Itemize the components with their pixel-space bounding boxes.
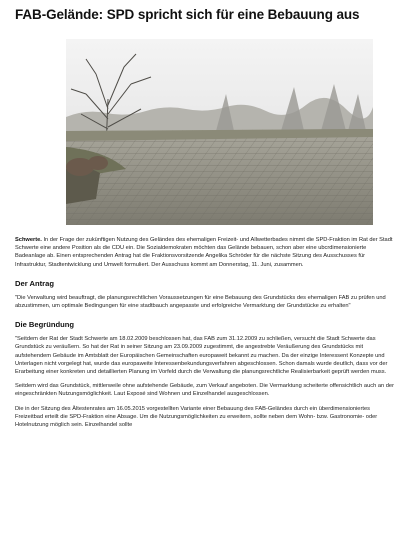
section-text-antrag: "Die Verwaltung wird beauftragt, die planungsrechtlichen Voraussetzungen für eine Bebauung des Grundstücks des ehemaligen FAB zu prüfen und abzustimmen, um optimale Bedingungen für eine stadtbauch angepasste und erfolgreiche Vermarktung der Grundstücke zu erhalten"	[15, 294, 386, 310]
section-paragraph: "Seitdem der Rat der Stadt Schwerte am 18.02.2009 beschlossen hat, das FAB zum 31.12.2009 zu schließen, versucht die Stadt Schwerte das Grundstück zu veräußern. So hat der Rat in seiner Sitzung am 23.09.2009 zugestimmt, die angestrebte Veräußerung des Grundstücks mit aufstehendem Gebäude im Amtsblatt der Europäischen Gemeinschaften europaweit bekannt zu machen. Da der einzige Interessent Konzepte und Unterlagen nicht vorgelegt hat, wurde das europaweite Interessenbekundungsverfahren abgeschlossen. Schon damals wurde deutlich, dass vor der Erarbeitung einer konkreten und detaillierten Planung im Vorfeld durch die Verwaltung die planungsrechtliche Realisierbarkeit geprüft werden muss.	[15, 336, 388, 376]
article-photo	[66, 39, 373, 225]
section-paragraph: Die in der Sitzung des Ältestenrates am 16.05.2015 vorgestellten Variante einer Bebauung des FAB-Geländes durch ein überdimensioniertes Freizeitbad erteilt die SPD-Fraktion eine Absage. Um die Nutzungsmöglichkeiten zu erweitern, sollte neben dem Wohn- bzw. Gastronomie- oder Hotelnutzung möglich sein. Einzelhandel sollte	[15, 405, 378, 429]
section-paragraph: Seitdem wird das Grundstück, mittlerweile ohne aufstehende Gebäude, zum Verkauf angeboten. Die Vermarktung scheiterte offensichtlich auch an der eingeschränkten Nutzungsmöglichkeit. Laut Exposé sind Wohnen und Einzelhandel ausgeschlossen.	[15, 383, 394, 398]
section-heading-begruendung: Die Begründung	[15, 320, 75, 330]
lead-place: Schwerte.	[15, 237, 42, 243]
section-heading-antrag: Der Antrag	[15, 278, 54, 288]
article-title: FAB-Gelände: SPD spricht sich für eine Bebauung aus	[15, 7, 360, 22]
article-lead	[15, 236, 396, 269]
lead-text: In der Frage der zukünftigen Nutzung des Geländes des ehemaligen Freizeit- und Allwetterbades nimmt die SPD-Fraktion im Rat der Stadt Schwerte eine andere Position als die CDU ein. Die Sozialdemokraten möchten das Gelände bebauen, schon aber eine ubcrdimensionierte Badeanlage ab. Einen entsprechenden Antrag hat die Fraktionsvorsitzende Angelika Schröder für die nächste Sitzung des Ausschusses für Infrastruktur, Stadtentwicklung und Umwelt formuliert. Der Ausschuss kommt am Donnerstag, 11. Juni, zusammen.	[15, 237, 393, 268]
